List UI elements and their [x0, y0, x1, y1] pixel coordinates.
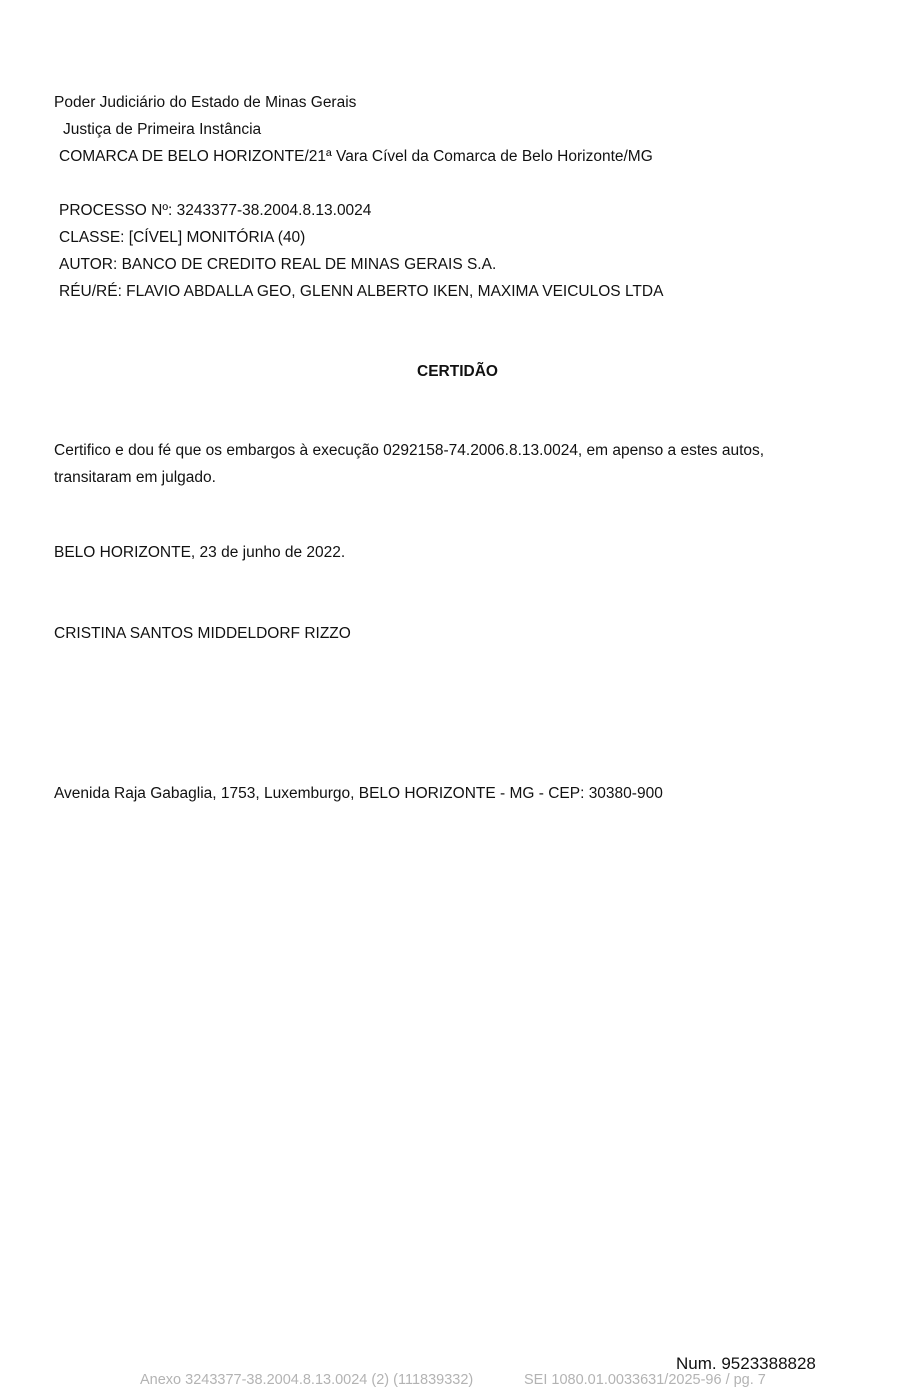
case-number: PROCESSO Nº: 3243377-38.2004.8.13.0024 — [59, 202, 372, 219]
court-address: Avenida Raja Gabaglia, 1753, Luxemburgo, BELO HORIZONTE - MG - CEP: 30380-900 — [54, 785, 663, 802]
court-district: COMARCA DE BELO HORIZONTE/21ª Vara Cível da Comarca de Belo Horizonte/MG — [59, 148, 653, 165]
court-instance: Justiça de Primeira Instância — [63, 121, 262, 138]
case-plaintiff: AUTOR: BANCO DE CREDITO REAL DE MINAS GERAIS S.A. — [59, 256, 497, 273]
certificate-text-line-2: transitaram em julgado. — [54, 469, 216, 486]
court-name: Poder Judiciário do Estado de Minas Gerais — [54, 94, 357, 111]
document-date: BELO HORIZONTE, 23 de junho de 2022. — [54, 544, 346, 561]
sei-page-reference: SEI 1080.01.0033631/2025-96 / pg. 7 — [524, 1372, 766, 1388]
signer-name: CRISTINA SANTOS MIDDELDORF RIZZO — [54, 625, 351, 642]
document-title: CERTIDÃO — [417, 363, 498, 380]
case-class: CLASSE: [CÍVEL] MONITÓRIA (40) — [59, 229, 306, 246]
document-number: Num. 9523388828 — [676, 1354, 816, 1373]
certificate-text-line-1: Certifico e dou fé que os embargos à execução 0292158-74.2006.8.13.0024, em apenso a estes autos, — [54, 442, 765, 459]
annex-reference: Anexo 3243377-38.2004.8.13.0024 (2) (111839332) — [140, 1372, 474, 1388]
case-defendants: RÉU/RÉ: FLAVIO ABDALLA GEO, GLENN ALBERTO IKEN, MAXIMA VEICULOS LTDA — [59, 283, 664, 300]
